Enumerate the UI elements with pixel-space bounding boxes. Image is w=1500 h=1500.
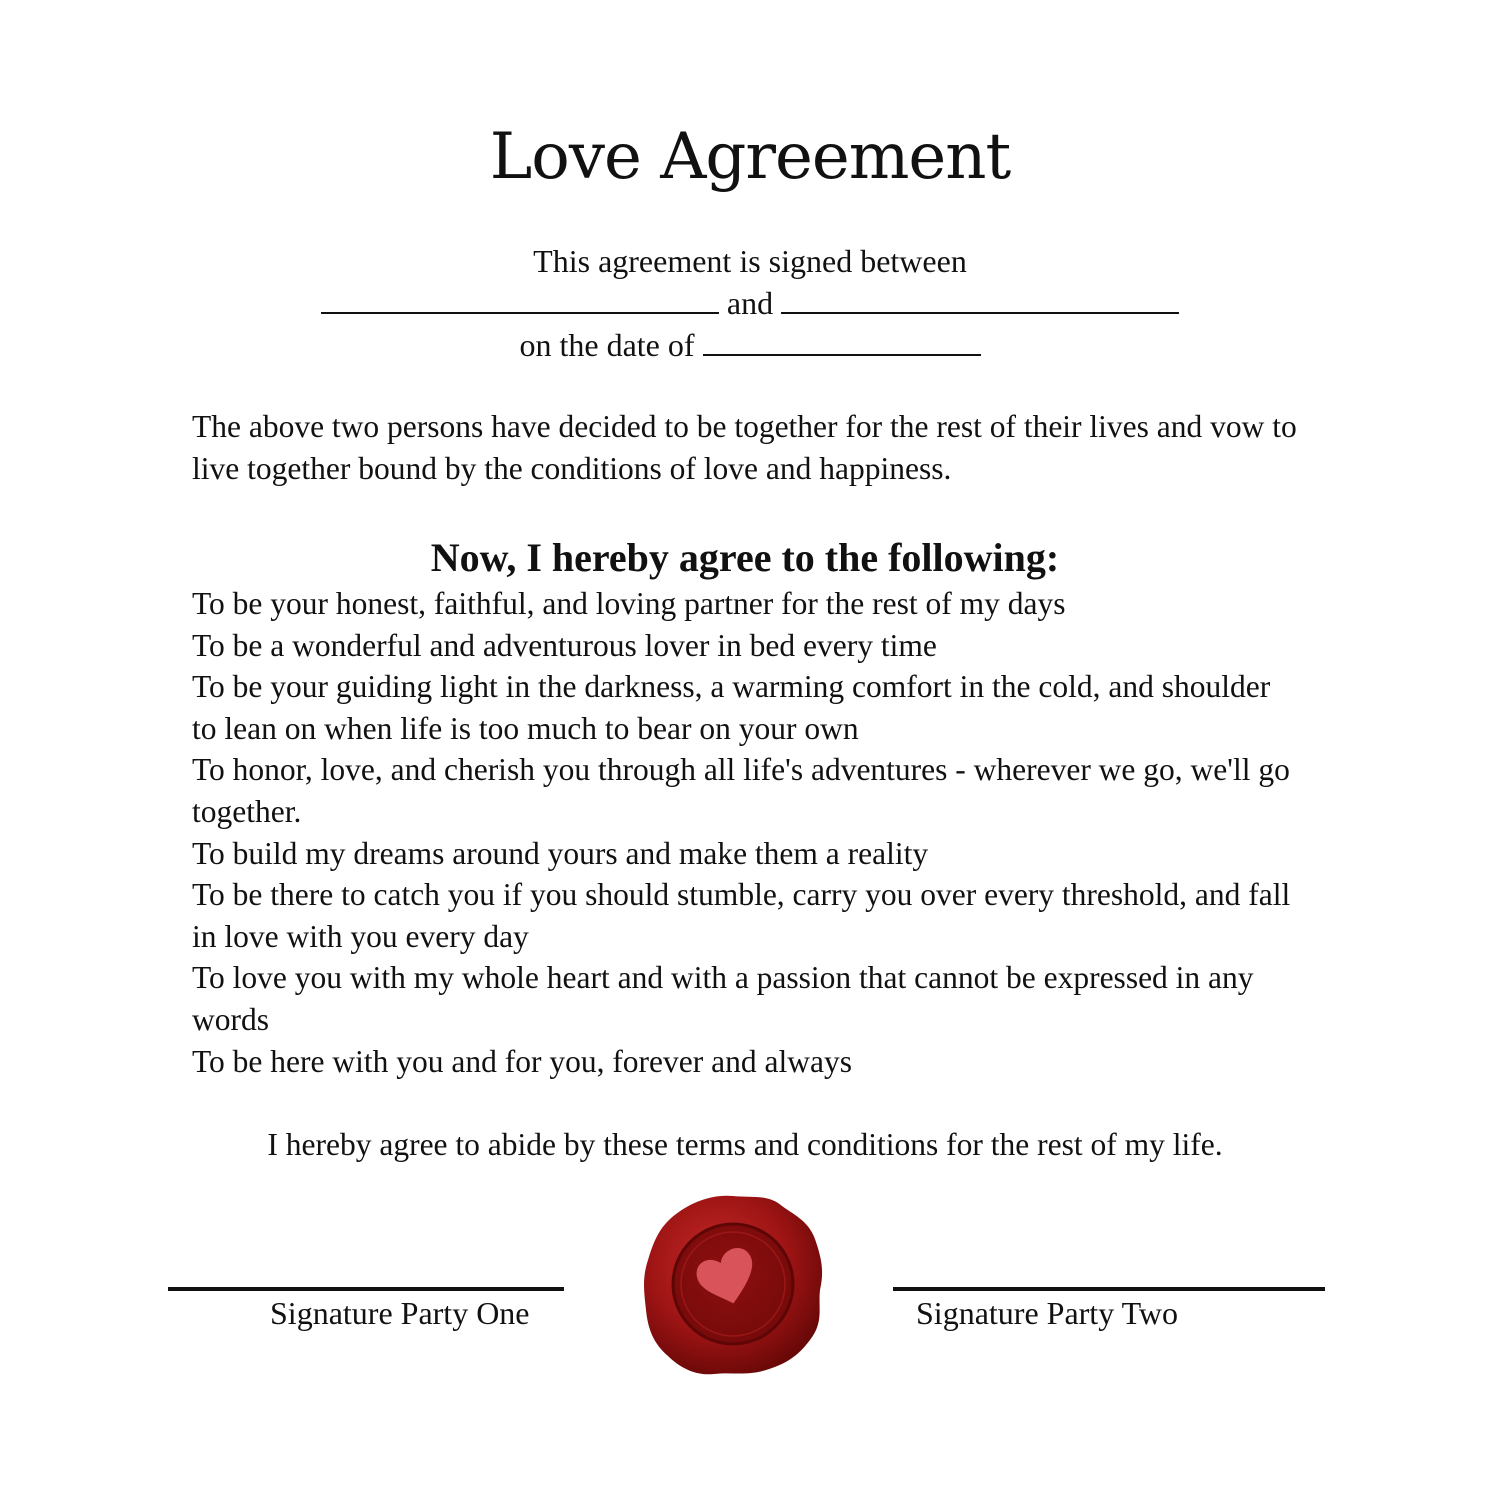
date-line — [0, 324, 1500, 366]
term-item: To build my dreams around yours and make them a reality — [192, 835, 929, 871]
date-prefix: on the date of — [519, 327, 695, 363]
term-item: To be here with you and for you, forever and always — [192, 1043, 852, 1079]
term-item: To love you with my whole heart and with a passion that cannot be expressed in any words — [192, 960, 1254, 1037]
terms-list — [192, 583, 1302, 1082]
date-blank[interactable] — [703, 332, 981, 356]
party-one-name-blank[interactable] — [321, 290, 719, 314]
term-item: To be your guiding light in the darkness, a warming comfort in the cold, and shoulder to lean on when life is too much to bear on your own — [192, 669, 1271, 746]
term-item: To be your honest, faithful, and loving partner for the rest of my days — [192, 586, 1066, 621]
and-word: and — [726, 285, 774, 321]
terms-heading: Now, I hereby agree to the following: — [430, 535, 1060, 580]
signature-line-party-one[interactable] — [168, 1287, 564, 1291]
term-item: To be a wonderful and adventurous lover in bed every time — [192, 627, 937, 663]
vow-paragraph: The above two persons have decided to be together for the rest of their lives and vow to live together bound by the conditions of love and happiness. — [192, 409, 1297, 486]
term-item: To honor, love, and cherish you through all life's adventures - wherever we go, we'll go together. — [192, 752, 1290, 829]
names-line — [0, 282, 1500, 324]
heart-wax-seal-icon — [640, 1192, 826, 1378]
term-item: To be there to catch you if you should stumble, carry you over every threshold, and fall in love with you every day — [192, 877, 1291, 954]
signature-label-party-two: Signature Party Two — [916, 1295, 1179, 1331]
intro-block — [0, 240, 1500, 366]
document-title: Love Agreement — [489, 120, 1011, 194]
signature-label-party-one: Signature Party One — [270, 1295, 530, 1331]
intro-line: This agreement is signed between — [533, 243, 967, 279]
party-two-name-blank[interactable] — [781, 290, 1179, 314]
closing-statement: I hereby agree to abide by these terms and conditions for the rest of my life. — [267, 1127, 1223, 1162]
signature-line-party-two[interactable] — [893, 1287, 1325, 1291]
